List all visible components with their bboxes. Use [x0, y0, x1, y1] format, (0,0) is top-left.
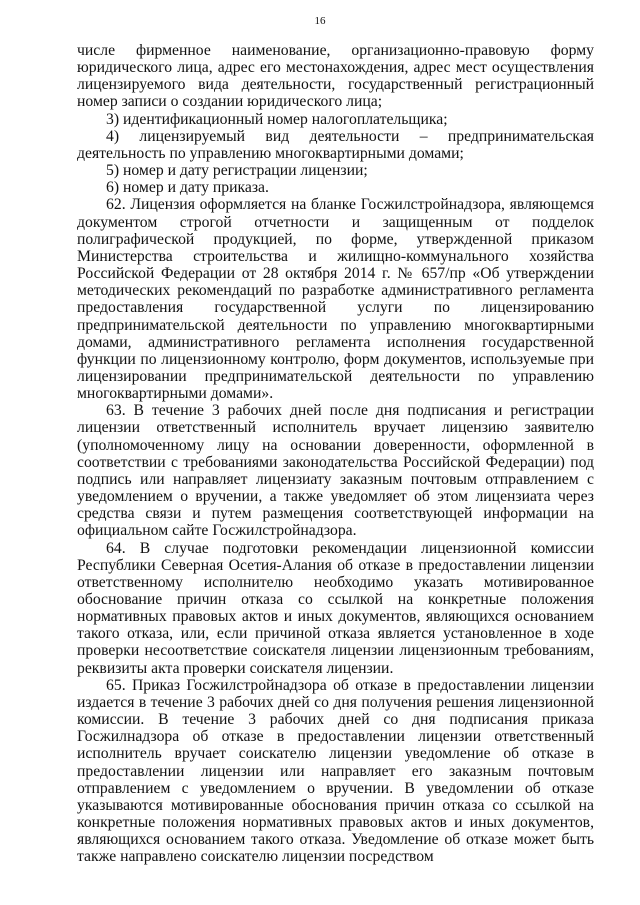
paragraph-continuation: числе фирменное наименование, организационно-правовую форму юридического лица, адрес его местонахождения, адрес мест осуществления лицензируемого вида деятельности, государственный регистрационный номер записи о создании юридического лица; — [77, 42, 594, 111]
list-item-5: 5) номер и дату регистрации лицензии; — [106, 162, 368, 180]
document-body — [77, 42, 594, 866]
clause-65: 65. Приказ Госжилстройнадзора об отказе в предоставлении лицензии издается в течение 3 рабочих дней со дня получения решения лицензионной комиссии. В течение 3 рабочих дней со дня подписания приказа Госжилнадзора об отказе в предоставлении лицензии ответственный исполнитель вручает соискателю лицензии уведомление об отказе в предоставлении лицензии или направляет его заказным почтовым отправлением с уведомлением о вручении. В уведомлении об отказе указываются мотивированные обоснования причин отказа со ссылкой на конкретные положения нормативных правовых актов и иных документов, являющихся основанием такого отказа. Уведомление об отказе может быть также направлено соискателю лицензии посредством — [77, 676, 594, 866]
clause-63: 63. В течение 3 рабочих дней после дня подписания и регистрации лицензии ответственный исполнитель вручает лицензию заявителю (уполномоченному лицу на основании доверенности, оформленной в соответствии с требованиями законодательства Российской Федерации) под подпись или направляет лицензиату заказным почтовым отправлением с уведомлением о вручении, а также уведомляет об этом лицензиата через средства связи и путем размещения соответствующей информации на официальном сайте Госжилстройнадзора. — [77, 402, 594, 540]
page-number: 16 — [314, 15, 326, 27]
list-item-3: 3) идентификационный номер налогоплательщика; — [106, 110, 448, 128]
list-item-6: 6) номер и дату приказа. — [106, 179, 269, 197]
clause-62: 62. Лицензия оформляется на бланке Госжилстройнадзора, являющемся документом строгой отчетности и защищенным от подделок полиграфической продукцией, по форме, утвержденной приказом Министерства строительства и жилищно-коммунального хозяйства Российской Федерации от 28 октября 2014 г. № 657/пр «Об утверждении методических рекомендаций по разработке административного регламента предоставления государственной услуги по лицензированию предпринимательской деятельности по управлению многоквартирными домами, административного регламента исполнения государственной функции по лицензионному контролю, форм документов, используемые при лицензировании предпринимательской деятельности по управлению многоквартирными домами». — [77, 196, 594, 403]
clause-64: 64. В случае подготовки рекомендации лицензионной комиссии Республики Северная Осетия-Алания об отказе в предоставлении лицензии ответственному исполнителю необходимо указать мотивированное обоснование причин отказа со ссылкой на конкретные положения нормативных правовых актов и иных документов, являющихся основанием такого отказа, или, если причиной отказа является установленное в ходе проверки несоответствие соискателя лицензии лицензионным требованиям, реквизиты акта проверки соискателя лицензии. — [77, 539, 594, 677]
list-item-4: 4) лицензируемый вид деятельности – предпринимательская деятельность по управлению многоквартирными домами; — [77, 127, 594, 162]
